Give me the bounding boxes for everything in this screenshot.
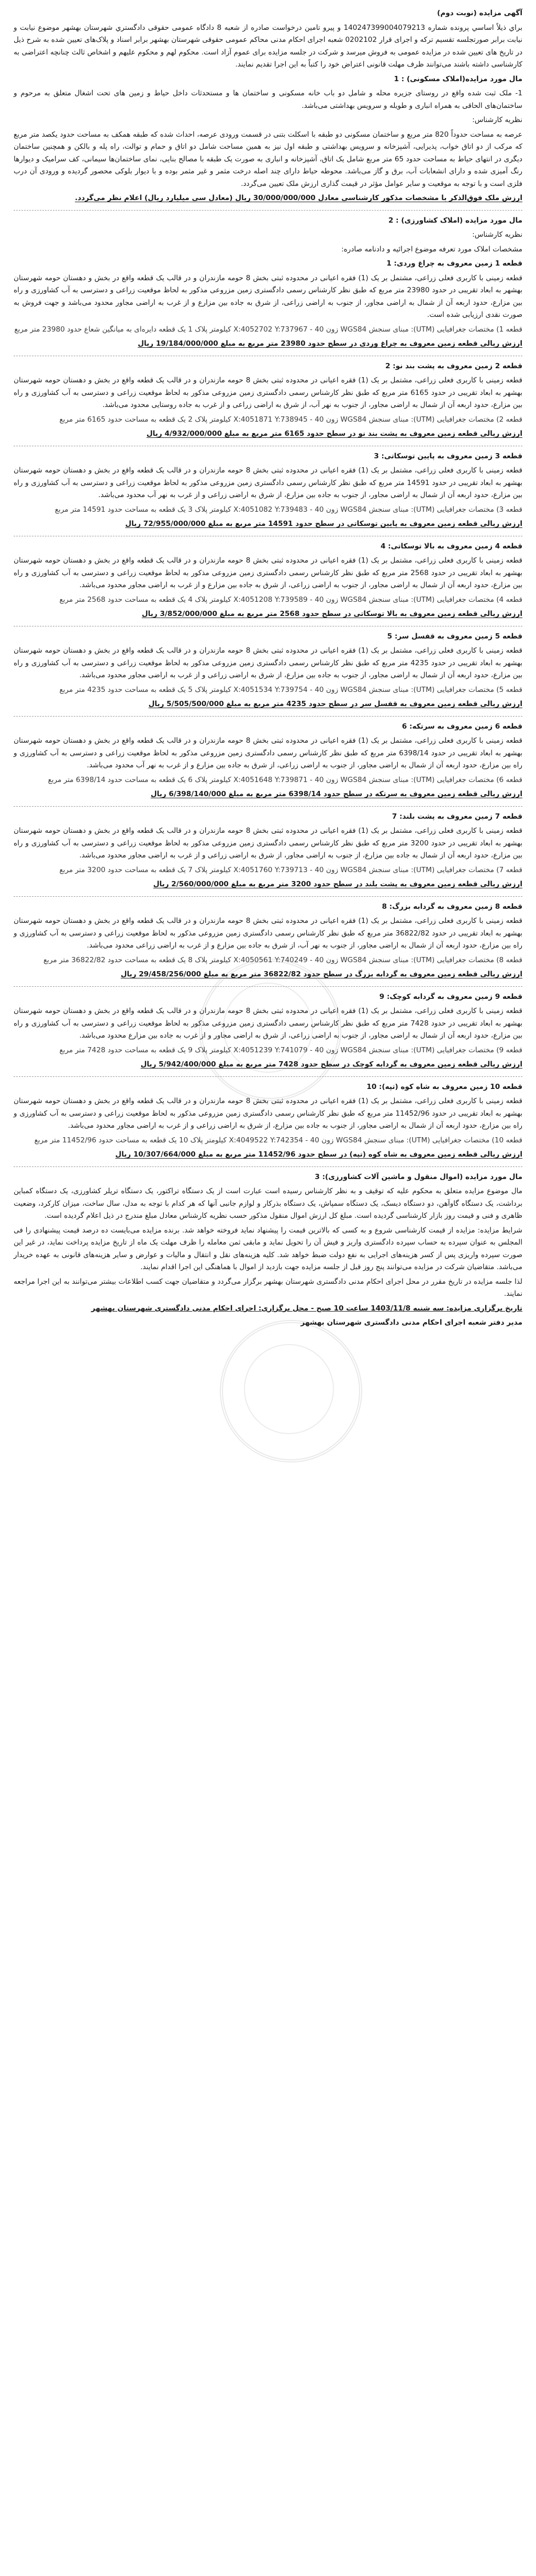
land-item-body: قطعه زمینی با کاربری فعلی زراعی، مشتمل بر یک (1) فقره اعیانی در محدوده ثبتی بخش 8 حومه مازندران و در قالب یک قطعه واقع در بخش و دهستان حومه شهرستان بهشهر به ابعاد تقریبی در حدود 6165 متر مربع که طبق نظر کارشناس رسمی دادگستری زمین مزروعی مذکور به لحاظ موقعیت زراعی و دسترسی به آب کشاورزی و راه بین مزارع، حدود اربعه آن از شمال به اراضی مجاور، از جنوب به نهر آب، از شرق به اراضی زراعی و از غرب به جاده روستایی محدود می‌باشد. [14,376,523,409]
residential-heading: مال مورد مزایده(املاک مسکونی) : 1 [394,74,522,83]
land-item-value: ارزش ریالی قطعه زمین معروف به بالا توسکاتی در سطح حدود 2568 متر مربع به مبلغ 3/852/000/000 ریال [141,610,522,618]
land-item [14,721,522,801]
land-item [14,541,522,621]
land-item-head: قطعه 6 زمین معروف به سرتکه: 6 [401,722,522,731]
movables-body-3: لذا جلسه مزایده در تاریخ مقرر در محل اجرای احکام مدنی دادگستری شهرستان بهشهر برگزار می‌گردد و متقاضیان جهت کسب اطلاعات بیشتر می‌توانند به این اجرا مراجعه نمایند. [14,1277,522,1298]
land-item [14,991,522,1071]
land-item-head: قطعه 4 زمین معروف به بالا توسکاتی: 4 [381,542,522,551]
section-divider [14,1166,522,1167]
land-item-head: قطعه 10 زمین معروف به شاه کوه (تپه): 10 [366,1082,522,1091]
residential-sub: نظریه کارشناس: [472,116,522,124]
land-item [14,631,522,711]
notice-title: آگهی مزایده (نوبت دوم) [437,9,522,17]
land-item-value: ارزش ریالی قطعه زمین معروف به سرتکه در سطح حدود 6398/14 متر مربع به مبلغ 6/398/140/000 ریال [150,790,522,798]
land-item-body: قطعه زمینی با کاربری فعلی زراعی، مشتمل بر یک (1) فقره اعیانی در محدوده ثبتی بخش 8 حومه مازندران و در قالب یک قطعه واقع در بخش و دهستان حومه شهرستان بهشهر به ابعاد تقریبی در حدود 2568 متر مربع که طبق نظر کارشناس رسمی دادگستری زمین مزروعی مذکور به لحاظ موقعیت زراعی و دسترسی به آب کشاورزی و راه بین مزارع، حدود اربعه آن از شمال به اراضی مجاور، از جنوب به اراضی زراعی، از شرق به جاده بین مزارع و از غرب به اراضی مجاور محدود می‌باشد. [14,556,523,589]
land-item-value: ارزش ریالی قطعه زمین معروف به پشت بند نو در سطح حدود 6165 متر مربع به مبلغ 4/932/000/000 ریال [146,430,522,438]
land-item-body: قطعه زمینی با کاربری فعلی زراعی، مشتمل بر یک (1) فقره اعیانی در محدوده ثبتی بخش 8 حومه مازندران و در قالب یک قطعه واقع در بخش و دهستان حومه شهرستان بهشهر به ابعاد تقریبی در حدود 3200 متر مربع که طبق نظر کارشناس رسمی دادگستری زمین مزروعی مذکور به لحاظ موقعیت زراعی و دسترسی به آب کشاورزی و راه بین مزارع، حدود اربعه آن از شمال به جاده بین مزارع، از جنوب به اراضی مجاور، از شرق به اراضی زراعی و از غرب به اراضی مجاور محدود می‌باشد. [14,827,523,860]
auction-date-line: تاریخ برگزاری مزایده: سه شنبه 1403/11/8 ساعت 10 صبح - محل برگزاری: اجرای احکام مدنی دادگستری شهرستان بهشهر [91,1304,522,1313]
land-item-value: ارزش ریالی قطعه زمین معروف به قفسل سر در سطح حدود 4235 متر مربع به مبلغ 5/505/500/000 ریال [148,700,522,708]
land-items-list [14,258,522,1161]
land-item-coords: قطعه 5) مختصات جغرافیایی (UTM): مبنای سنجش WGS84 زون 40 - X:4051534 Y:739754 کیلومتر پلاک 5 یک قطعه به مساحت حدود 4235 متر مربع [59,685,522,694]
item-divider [14,896,522,897]
land-item-coords: قطعه 9) مختصات جغرافیایی (UTM): مبنای سنجش WGS84 زون 40 - X:4051239 Y:741079 کیلومتر پلاک 9 یک قطعه به مساحت حدود 7428 متر مربع [59,1045,522,1054]
land-item-value: ارزش ریالی قطعه زمین معروف به پشت بلند در سطح حدود 3200 متر مربع به مبلغ 2/560/000/000 ریال [153,880,522,888]
land-item-coords: قطعه 1) مختصات جغرافیایی (UTM): مبنای سنجش WGS84 زون 40 - X:4052702 Y:737967 کیلومتر پلاک 1 یک قطعه دایره‌ای به میانگین شعاع حدود 23980 متر مربع [14,325,522,334]
movables-body-1: مال موضوع مزایده متعلق به محکوم علیه که توقیف و به نظر کارشناس رسیده است عبارت است از یک دستگاه تراکتور، یک دستگاه تریلر کشاورزی، یک دستگاه کمباین برداشت، یک دستگاه گاوآهن، دو دستگاه دیسک، یک دستگاه سمپاش، یک دستگاه بذرکار و لوازم جانبی آنها که هر کدام با توجه به مدل، سال ساخت، میزان کارکرد، وضعیت ظاهری و فنی و قیمت روز بازار کارشناسی گردیده است. مبلغ کل ارزش اموال منقول مذکور حسب نظریه کارشناس معادل مبلغ مندرج در ذیل اعلام گردیده است. [14,1187,522,1220]
land-item-coords: قطعه 3) مختصات جغرافیایی (UTM): مبنای سنجش WGS84 زون 40 - X:4051082 Y:739483 کیلومتر پلاک 3 یک قطعه به مساحت حدود 14591 متر مربع [54,505,522,514]
residential-value: ارزش ملک فوق‌الذکر با مشخصات مذکور کارشناسی معادل 30/000/000/000 ریال (معادل سی میلیارد ریال) اعلام نظر می‌گردد. [75,194,522,202]
residential-desc: 1- ملک ثبت شده واقع در روستای جزیره محله و شامل دو باب خانه مسکونی و ساختمان ‌ها و مستحدثات داخل حیاط و زمین ‌های تحت اشغال متعلق به مرحوم و ساختمان‌های الحاقی به همراه ‌انباری ‌و ‌طویله و سرویس بهداشتی می‌باشد. [14,89,522,110]
land-item-coords: قطعه 4) مختصات جغرافیایی (UTM): مبنای سنجش WGS84 زون 40 - X:4051208 Y:739589 کیلومتر پلاک 4 یک قطعه به مساحت حدود 2568 متر مربع [59,595,522,604]
land-item-value: ارزش ریالی قطعه زمین معروف به پایین توسکاتی در سطح حدود 14591 متر مربع به مبلغ 72/955/000/000 ریال [125,520,522,528]
land-item-coords: قطعه 7) مختصات جغرافیایی (UTM): مبنای سنجش WGS84 زون 40 - X:4051760 Y:739713 کیلومتر پلاک 7 یک قطعه به مساحت حدود 3200 متر مربع [59,865,522,874]
land-item-coords: قطعه 2) مختصات جغرافیایی (UTM): مبنای سنجش WGS84 زون 40 - X:4051871 Y:738945 کیلومتر پلاک 2 یک قطعه به مساحت حدود 6165 متر مربع [59,415,522,424]
land-item-body: قطعه زمینی با کاربری فعلی زراعی، مشتمل بر یک (1) فقره اعیانی در محدوده ثبتی بخش 8 حومه مازندران و در قالب یک قطعه واقع در بخش و دهستان حومه شهرستان بهشهر به ابعاد تقریبی در حدود 4235 متر مربع که طبق نظر کارشناس رسمی دادگستری زمین مزروعی مذکور به لحاظ موقعیت زراعی و دسترسی به آب کشاورزی و راه بین مزارع، حدود اربعه آن از شمال به اراضی مجاور، از جنوب به جاده بین مزارع، از شرق به اراضی زراعی و از غرب به اراضی مجاور محدود می‌باشد. [14,646,523,679]
land-item-head: قطعه 5 زمین معروف به قفسل سر: 5 [387,632,522,641]
movables-heading: مال مورد مزایده (اموال منقول و ماشین آلات کشاورزی): 3 [315,1172,522,1181]
land-item-head: قطعه 3 زمین معروف به پایین توسکاتی: 3 [374,452,522,460]
movables-body-2: شرایط مزایده: مزایده از قیمت کارشناسی شروع و به کسی که بالاترین قیمت را پیشنهاد نماید فروخته خواهد شد. برنده مزایده می‌بایست ده درصد قیمت پیشنهادی را فی المجلس به عنوان سپرده به حساب سپرده دادگستری واریز و فیش آن را تحویل نماید و مابقی ثمن معامله را ظرف مهلت یک ماه از تاریخ مزایده پرداخت نماید، در غیر این صورت سپرده واریزی پس از کسر هزینه‌های اجرایی به نفع دولت ضبط خواهد شد. کلیه هزینه‌های نقل و انتقال و مالیات و عوارض و سایر هزینه‌های قانونی به عهده خریدار می‌باشد. متقاضیان شرکت در مزایده می‌توانند پنج روز قبل از جلسه مزایده جهت بازدید از اموال با هماهنگی این اجرا اقدام نمایند. [14,1226,522,1271]
land-item-value: ارزش ریالی قطعه زمین معروف به گردابه بزرگ در سطح حدود 36822/82 متر مربع به مبلغ 29/458/256/000 ریال [120,970,522,978]
residential-report: عرصه به مساحت حدوداً 820 متر مربع و ساختمان مسکونی دو طبقه با اسکلت بتنی در قسمت ورودی عرصه، احداث شده که طبقه همکف به مساحت حدود یکصد متر مربع که مرکب از دو اتاق خواب، پذیرایی، آشپزخانه و سرویس بهداشتی و طبقه اول نیز به همین مساحت شامل دو اتاق و حمام و توالت، راه پله و بالکن و همچنین ساختمان دیگری در انتهای حیاط به مساحت حدود 65 متر مربع شامل یک اتاق، آشپزخانه و انباری به صورت یک طبقه با مصالح بنایی، نمای ساختمان‌ها سیمانی، کف سرامیک و دیوارها رنگ آمیزی شده و دارای انشعابات آب، برق و گاز می‌باشد. محوطه حیاط دارای چند اصله درخت مثمر و غیر مثمر بوده و با دیوار بلوکی محصور گردیده و ورودی آن درب فلزی است و با توجه به موقعیت و سایر عوامل مؤثر در قیمت گذاری ارزش ملک تعیین می‌گردد. [14,130,522,188]
section-divider [14,210,522,211]
land-item-value: ارزش ریالی قطعه زمین معروف به چراغ وردی در سطح حدود 23980 متر مربع به مبلغ 19/184/000/000 ریال [138,339,522,348]
land-item-head: قطعه 1 زمین معروف به چراغ وردی: 1 [386,259,522,268]
land-item-coords: قطعه 6) مختصات جغرافیایی (UTM): مبنای سنجش WGS84 زون 40 - X:4051648 Y:739871 کیلومتر پلاک 6 یک قطعه به مساحت حدود 6398/14 متر مربع [48,775,522,784]
land-item [14,450,522,531]
agricultural-sub: نظریه کارشناس: [472,230,522,239]
land-item [14,360,522,441]
land-item-coords: قطعه 8) مختصات جغرافیایی (UTM): مبنای سنجش WGS84 زون 40 - X:4050561 Y:740249 کیلومتر پلاک 8 یک قطعه به مساحت حدود 36822/82 متر مربع [43,955,522,964]
land-item-body: قطعه زمینی با کاربری فعلی زراعی، مشتمل بر یک (1) فقره اعیانی در محدوده ثبتی بخش 8 حومه مازندران و در قالب یک قطعه واقع در بخش و دهستان حومه شهرستان بهشهر به ابعاد تقریبی در حدود 36822/82 متر مربع که طبق نظر کارشناس رسمی دادگستری زمین مزروعی مذکور به لحاظ موقعیت زراعی و دسترسی به آب کشاورزی و راه بین مزارع، حدود اربعه آن از شمال به اراضی مجاور، از جنوب به نهر آب، از شرق به جاده بین مزارع و از غرب به اراضی زراعی محدود می‌باشد. [14,917,522,950]
land-item-body: قطعه زمینی با کاربری فعلی زراعی، مشتمل بر یک (1) فقره اعیانی در محدوده ثبتی بخش 8 حومه مازندران و در قالب یک قطعه واقع در بخش و دهستان حومه شهرستان بهشهر به ابعاد تقریبی در حدود 7428 متر مربع که طبق نظر کارشناس رسمی دادگستری زمین مزروعی مذکور به لحاظ موقعیت زراعی و دسترسی به آب کشاورزی و راه بین مزارع، حدود اربعه آن از شمال به اراضی مجاور، از جنوب به اراضی زراعی، از شرق به اراضی مجاور و از غرب به جاده بین مزارع محدود می‌باشد. [14,1007,523,1040]
land-item [14,901,522,981]
land-item [14,258,522,350]
land-item-value: ارزش ریالی قطعه زمین معروف به شاه کوه (تپه) در سطح حدود 11452/96 متر مربع به مبلغ 10/307/664/000 ریال [115,1150,522,1159]
land-item-body: قطعه زمینی با کاربری فعلی زراعی، مشتمل بر یک (1) فقره اعیانی در محدوده ثبتی بخش 8 حومه مازندران و در قالب یک قطعه واقع در بخش و دهستان حومه شهرستان بهشهر به ابعاد تقریبی در حدود 11452/96 متر مربع که طبق نظر کارشناس رسمی دادگستری زمین مزروعی مذکور به لحاظ موقعیت زراعی و دسترسی به آب کشاورزی و راه بین مزارع، حدود اربعه آن از شمال به اراضی مجاور، از جنوب به جاده بین مزارع، از شرق به اراضی زراعی و از غرب به اراضی مجاور محدود می‌باشد. [14,1097,522,1130]
land-item-value: ارزش ریالی قطعه زمین معروف به گردابه کوچک در سطح حدود 7428 متر مربع به مبلغ 5/942/400/000 ریال [140,1060,522,1069]
land-item-head: قطعه 8 زمین معروف به گردابه بزرگ: 8 [382,902,522,911]
notice-intro: براي ذيلاً اساسي ‌پرونده شماره 140247399004079213 و پیرو تامین ‌درخواست ‌صادره از شعبه 8 دادگاه عمومی حقوقی دادگستري شهرستان بهشهر موضوع نیابت و نيابت برابر صورتجلسه تقسیم ترکه و اجرای قرار 0202102 شعبه اجرای احکام مدنی محاکم عمومی ‌حقوقی ‌شهرستان ‌بهشهر ‌برابر اسناد و پلاک‌های تعیین شده به شرح ذیل در تاریخ ‌های تعیین شده در مزایده ‌عمومی ‌به ‌فروش میرسد و شرکت در جلسه مزایده برای عموم آزاد است. محکوم لهم و محکوم علیهم و اشخاص ثالث چنانچه اعتراضی به کارشناسی داشته باشند می‌توانند ظرف مهلت قانونی اعتراض خود را کتباً به این اجرا تقدیم نمایند. [14,23,523,69]
agricultural-intro: مشخصات املاک مورد تعرفه موضوع اجرائیه و دادنامه صادره: [341,245,522,254]
land-item-head: قطعه 2 زمین معروف به پشت بند نو: 2 [385,361,522,370]
item-divider [14,716,522,717]
land-item [14,811,522,891]
land-item-body: قطعه زمینی با کاربری فعلی زراعی، مشتمل بر یک (1) فقره اعیانی در محدوده ثبتی بخش 8 حومه مازندران و در قالب یک قطعه واقع در بخش و دهستان حومه شهرستان بهشهر به ابعاد تقریبی در حدود 14591 متر مربع که طبق نظر کارشناس رسمی دادگستری زمین مزروعی مذکور به لحاظ موقعیت زراعی و دسترسی به آب کشاورزی و راه بین مزارع، حدود اربعه آن از شمال به اراضی مجاور، از جنوب به جاده بین مزارع، از شرق به اراضی زراعی و از غرب به نهر آب محدود می‌باشد. [14,466,522,499]
agricultural-heading: مال مورد مزایده (املاک کشاورزی) : 2 [388,216,522,225]
item-divider [14,806,522,807]
land-item-head: قطعه 9 زمین معروف به گردابه کوچک: 9 [379,992,522,1001]
signature-line: مدیر دفتر شعبه اجرای احکام مدنی دادگستری شهرستان بهشهر [300,1318,522,1327]
item-divider [14,986,522,987]
land-item-head: قطعه 7 زمین معروف به پشت بلند: 7 [392,812,522,821]
land-item [14,1081,522,1161]
land-item-body: قطعه زمینی با کاربری فعلی زراعی، مشتمل بر یک (1) فقره اعیانی در محدوده ثبتی بخش 8 حومه مازندران و در قالب یک قطعه واقع در بخش و دهستان حومه شهرستان بهشهر به ابعاد تقریبی در حدود 6398/14 متر مربع که طبق نظر کارشناس رسمی دادگستری زمین مزروعی مذکور به لحاظ موقعیت زراعی و دسترسی به آب کشاورزی و راه بین مزارع، حدود اربعه آن از شمال به اراضی مجاور، از جنوب به اراضی زراعی، از شرق به جاده بین مزارع و از غرب به نهر آب محدود می‌باشد. [14,736,522,769]
land-item-coords: قطعه 10) مختصات جغرافیایی (UTM): مبنای سنجش WGS84 زون 40 - X:4049522 Y:742354 کیلومتر پلاک 10 یک قطعه به مساحت حدود 11452/96 متر مربع [34,1136,522,1144]
item-divider [14,1076,522,1077]
land-item-body: قطعه زمینی با کاربری فعلی زراعی، مشتمل بر یک (1) فقره اعیانی در محدوده ثبتی بخش 8 حومه مازندران و در قالب یک قطعه واقع در بخش و دهستان حومه شهرستان بهشهر به ابعاد تقریبی در حدود 23980 متر مربع که طبق نظر کارشناس رسمی دادگستری زمین مزروعی مذکور به لحاظ موقعیت زراعی و دسترسی به آب کشاورزی و راه بین مزارع، حدود اربعه آن از شمال به اراضی مجاور، از جنوب به اراضی زراعی، از شرق به جاده بین مزارع و از غرب به اراضی مجاور محدود می‌باشد و جهت فروش به صورت نقدی ارزیابی شده است. [14,273,522,319]
